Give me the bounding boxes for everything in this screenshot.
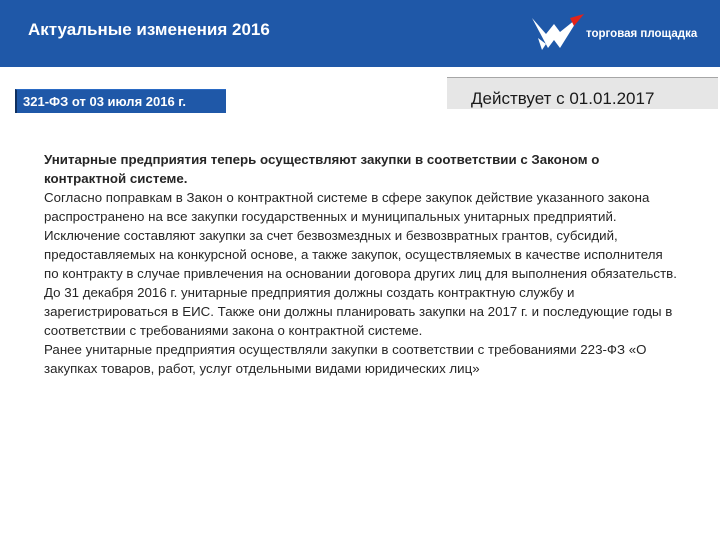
paragraph-exceptions: Исключение составляют закупки за счет безвозмездных и безвозвратных грантов, субсидий, предоставляемых на конкурсной основе, а также закупок, осуществляемых в качестве исполнителя по контракту в случае привлечения на основании договора других лиц для выполнения обязательств. (44, 228, 677, 281)
lead-paragraph: Унитарные предприятия теперь осуществляют закупки в соответствии с Законом о контрактной системе. (44, 152, 600, 186)
header-bar (0, 0, 720, 67)
effective-date-label: Действует с 01.01.2017 (471, 89, 655, 108)
paragraph-previous-law: Ранее унитарные предприятия осуществляли закупки в соответствии с требованиями 223-ФЗ «О закупках товаров, работ, услуг отдельными видами юридических лиц» (44, 342, 647, 376)
logo-text: торговая площадка (586, 28, 698, 40)
law-badge-label: 321-ФЗ от 03 июля 2016 г. (23, 94, 187, 109)
law-badge (15, 89, 226, 113)
paragraph-deadline: До 31 декабря 2016 г. унитарные предприятия должны создать контрактную службу и зарегистрироваться в ЕИС. Также они должны планировать закупки на 2017 г. и последующие годы в соответствии с требованиями закона о контрактной системе. (44, 285, 673, 338)
body-text (44, 150, 679, 378)
effective-date-box (447, 77, 718, 109)
logo (525, 0, 720, 67)
logo-mark-icon (530, 14, 586, 52)
page-title: Актуальные изменения 2016 (28, 20, 270, 39)
paragraph-amendments: Согласно поправкам в Закон о контрактной системе в сфере закупок действие указанного закона распространено на все закупки государственных и муниципальных унитарных предприятий. (44, 190, 650, 224)
